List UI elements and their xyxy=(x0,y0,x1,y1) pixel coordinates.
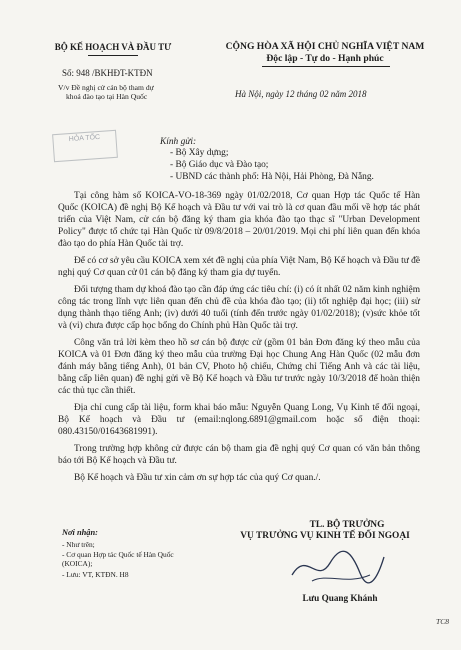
recipient-item: - Lưu: VT, KTĐN. H8 xyxy=(62,570,129,579)
recipient-item: - Như trên; xyxy=(62,540,95,549)
subject-line-2: khoá đào tạo tại Hàn Quốc xyxy=(66,92,148,101)
motto-underline xyxy=(262,66,390,67)
document-number: Số: 948 /BKHĐT-KTĐN xyxy=(62,68,153,78)
signature-title-2: VỤ TRƯỞNG VỤ KINH TẾ ĐỐI NGOẠI xyxy=(240,531,410,541)
signature-title: TL. BỘ TRƯỞNG xyxy=(309,520,385,530)
handwritten-note: TC8 xyxy=(436,617,450,626)
agency-underline xyxy=(88,55,138,56)
letter-body xyxy=(58,190,420,489)
addressee-label: Kính gửi: xyxy=(160,137,197,147)
addressee-item: - Bộ Xây dựng; xyxy=(170,148,229,158)
subject-line-1: V/v Đề nghị cử cán bộ tham dự xyxy=(58,83,154,92)
signer-name: Lưu Quang Khánh xyxy=(302,593,378,603)
addressee-item: - Bộ Giáo dục và Đào tạo; xyxy=(170,160,269,170)
country-name: CỘNG HÒA XÃ HỘI CHỦ NGHĨA VIỆT NAM xyxy=(225,41,425,52)
stamp-text: HỎA TỐC xyxy=(68,133,101,144)
recipient-item: - Cơ quan Hợp tác Quốc tế Hàn Quốc (KOICA); xyxy=(62,550,174,568)
body-paragraph: Bộ Kế hoạch và Đầu tư xin cảm ơn sự hợp tác của quý Cơ quan./. xyxy=(74,473,321,483)
national-motto: Độc lập - Tự do - Hạnh phúc xyxy=(266,53,384,64)
agency-name: BỘ KẾ HOẠCH VÀ ĐẦU TƯ xyxy=(54,42,172,52)
body-paragraph: Tại công hàm số KOICA-VO-18-369 ngày 01/02/2018, Cơ quan Hợp tác Quốc tế Hàn Quốc (KOICA) đề nghị Bộ Kế hoạch và Đầu tư với vai trò là cơ quan đầu mối về hợp tác phát triển của Việt Nam, cử cán bộ đăng ký tham gia khóa đào tạo thạc sĩ "Urban Development Policy" được tổ chức tại Hàn Quốc từ 09/8/2018 – 20/01/2019. Mọi chi phí liên quan đến khóa đào tạo do phía Hàn Quốc tài trợ. xyxy=(58,191,420,249)
body-paragraph: Địa chỉ cung cấp tài liệu, form khai báo mẫu: Nguyễn Quang Long, Vụ Kinh tế đối ngoại, Bộ Kế hoạch và Đầu tư (email:nqlong.6891@gmail.com hoặc số điện thoại: 080.43150/01643681991). xyxy=(58,403,420,437)
body-paragraph: Công văn trả lời kèm theo hồ sơ cán bộ được cử (gồm 01 bản Đơn đăng ký theo mẫu của KOICA và 01 Đơn đăng ký theo mẫu của trường Đại học Chung Ang Hàn Quốc (02 mẫu đơn đánh máy bằng tiếng Anh), 01 bản CV, Photo hộ chiếu, Chứng chỉ Tiếng Anh và các tài liệu, bằng cấp liên quan) đề nghị gửi về Bộ Kế hoạch và Đầu tư trước ngày 10/3/2018 để hoàn thiện các thủ tục cần thiết. xyxy=(58,338,420,396)
signature-icon xyxy=(282,545,392,590)
body-paragraph: Đối tượng tham dự khoá đào tạo cần đáp ứng các tiêu chí: (i) có ít nhất 02 năm kinh nghiệm công tác trong lĩnh vực liên quan đến chủ đề của khóa đào tạo; (ii) tốt nghiệp đại học; (iii) sử dụng thành thạo tiếng Anh; (iv) dưới 40 tuổi (tính đến trước ngày 01/02/2018); (v)sức khỏe tốt và (vi) chưa được cấp học bổng do Chính phủ Hàn Quốc tài trợ. xyxy=(58,285,420,331)
body-paragraph: Để có cơ sở yêu cầu KOICA xem xét đề nghị của phía Việt Nam, Bộ Kế hoạch và Đầu tư đề nghị quý Cơ quan cử 01 cán bộ đăng ký tham gia dự tuyển. xyxy=(58,256,420,278)
place-date: Hà Nội, ngày 12 tháng 02 năm 2018 xyxy=(235,89,367,99)
subject-line xyxy=(58,83,154,101)
urgent-stamp xyxy=(52,130,118,162)
recipients-label: Nơi nhận: xyxy=(62,528,98,537)
body-paragraph: Trong trường hợp không cử được cán bộ tham gia đề nghị quý Cơ quan có văn bản thông báo tới Bộ Kế hoạch và Đầu tư. xyxy=(58,444,420,466)
addressee-item: - UBND các thành phố: Hà Nội, Hải Phòng, Đà Nẵng. xyxy=(170,172,374,182)
